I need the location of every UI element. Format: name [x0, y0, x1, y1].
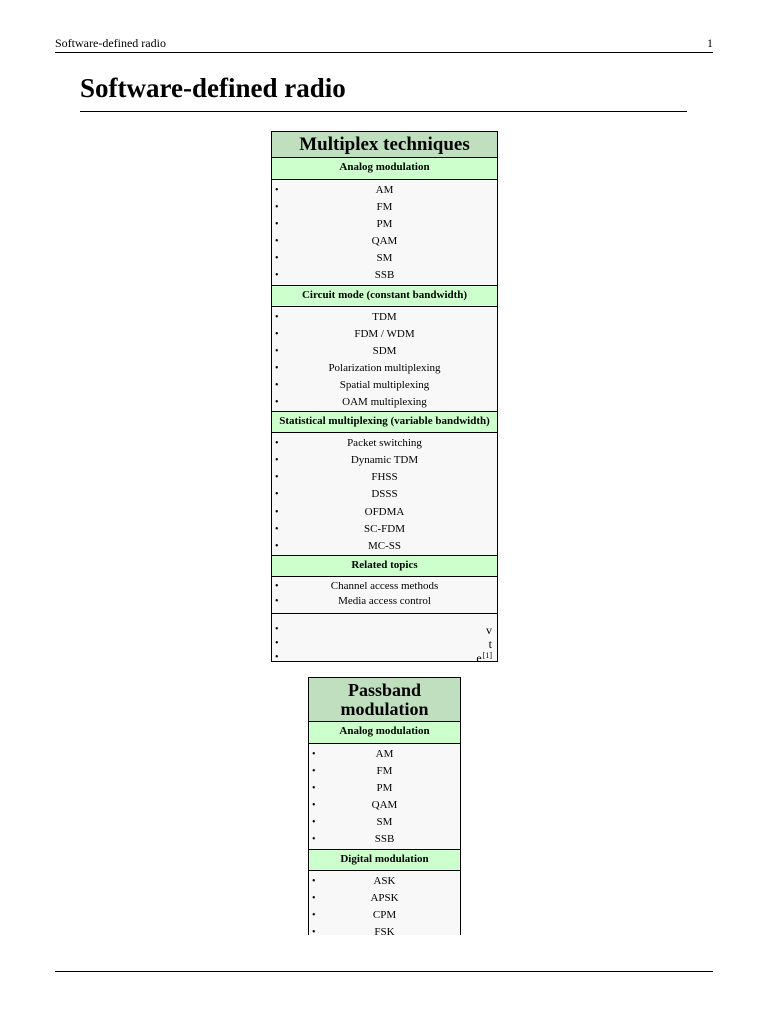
list-item[interactable]: • APSK [309, 890, 460, 907]
list-item[interactable]: • SC-FDM [272, 521, 497, 538]
list-item[interactable]: • DSSS [272, 486, 497, 503]
list-item[interactable]: • TDM [272, 309, 497, 326]
group-heading-digital-modulation[interactable]: Digital modulation [309, 849, 460, 871]
bullet: • [275, 623, 279, 635]
list-item[interactable]: • SSB [272, 267, 497, 284]
list-item[interactable]: • Polarization multiplexing [272, 360, 497, 377]
list-item[interactable]: • ASK [309, 873, 460, 890]
talk-link[interactable]: • t [275, 636, 492, 651]
footer-rule [55, 971, 713, 972]
navbox-title-line: modulation [340, 699, 429, 719]
list-item[interactable]: • FSK [309, 924, 460, 935]
bullet: • [275, 455, 279, 467]
multiplex-techniques-navbox [271, 131, 498, 662]
bullet: • [312, 909, 316, 921]
bullet: • [275, 580, 279, 592]
bullet: • [275, 523, 279, 535]
page-title: Software-defined radio [80, 72, 687, 112]
group-heading-circuit-mode[interactable]: Circuit mode (constant bandwidth) [272, 285, 497, 307]
running-header [55, 34, 713, 53]
bullet: • [275, 311, 279, 323]
bullet: • [275, 202, 279, 214]
bullet: • [312, 800, 316, 812]
circuit-mode-list [272, 307, 497, 412]
list-item[interactable]: • FM [272, 199, 497, 216]
bullet: • [275, 540, 279, 552]
bullet: • [275, 253, 279, 265]
list-item[interactable]: • QAM [309, 797, 460, 814]
bullet: • [312, 749, 316, 760]
analog-modulation-list [309, 744, 460, 849]
passband-modulation-navbox [308, 677, 461, 935]
list-item[interactable]: • Packet switching [272, 435, 497, 452]
bullet: • [275, 489, 279, 501]
list-item[interactable]: • SDM [272, 343, 497, 360]
list-item[interactable]: • OFDMA [272, 504, 497, 521]
list-item[interactable]: • PM [272, 216, 497, 233]
group-heading-related-topics[interactable]: Related topics [272, 555, 497, 577]
digital-modulation-list [309, 871, 460, 935]
list-item[interactable]: • CPM [309, 907, 460, 924]
bullet: • [275, 438, 279, 450]
related-topics-list [272, 577, 497, 610]
group-heading-statistical-multiplexing[interactable]: Statistical multiplexing (variable bandwidth) [272, 411, 497, 433]
vte-links [272, 613, 497, 662]
analog-modulation-list [272, 180, 497, 285]
bullet: • [275, 328, 279, 340]
list-item[interactable]: • Media access control [275, 595, 431, 608]
bullet: • [275, 651, 279, 662]
bullet: • [275, 637, 279, 649]
statistical-multiplexing-list [272, 433, 497, 555]
list-item[interactable]: • MC-SS [272, 538, 497, 555]
list-item[interactable]: • OAM multiplexing [272, 394, 497, 411]
bullet: • [275, 362, 279, 374]
page-number: 1 [707, 36, 713, 50]
list-item[interactable]: • FHSS [272, 469, 497, 486]
list-item[interactable]: • PM [309, 780, 460, 797]
list-item[interactable]: • FM [309, 763, 460, 780]
list-item[interactable]: • SSB [309, 831, 460, 848]
bullet: • [275, 472, 279, 484]
list-item[interactable]: • AM [272, 182, 497, 199]
view-link[interactable]: • v [275, 622, 492, 637]
bullet: • [275, 596, 279, 608]
running-title: Software-defined radio [55, 36, 166, 50]
bullet: • [275, 506, 279, 518]
bullet: • [312, 766, 316, 778]
navbox-title[interactable]: Multiplex techniques [272, 132, 497, 158]
list-item[interactable]: • AM [309, 746, 460, 763]
list-item[interactable]: • QAM [272, 233, 497, 250]
bullet: • [275, 270, 279, 282]
bullet: • [275, 236, 279, 248]
edit-link[interactable]: • e[1] [272, 651, 497, 662]
bullet: • [312, 875, 316, 887]
group-heading-analog-modulation[interactable]: Analog modulation [272, 158, 497, 180]
group-heading-analog-modulation[interactable]: Analog modulation [309, 722, 460, 744]
bullet: • [275, 379, 279, 391]
list-item[interactable]: • SM [309, 814, 460, 831]
bullet: • [312, 892, 316, 904]
bullet: • [275, 345, 279, 357]
reference-marker[interactable]: [1] [482, 650, 492, 660]
list-item[interactable]: • FDM / WDM [272, 326, 497, 343]
list-item[interactable]: • Dynamic TDM [272, 452, 497, 469]
bullet: • [275, 397, 279, 409]
bullet: • [275, 185, 279, 196]
list-item[interactable]: • SM [272, 250, 497, 267]
bullet: • [312, 926, 316, 935]
list-item[interactable]: • Channel access methods [275, 579, 439, 592]
bullet: • [275, 219, 279, 231]
navbox-title[interactable] [309, 678, 460, 722]
navbox-title-line: Passband [347, 680, 422, 700]
list-item[interactable]: • Spatial multiplexing [272, 377, 497, 394]
bullet: • [312, 834, 316, 846]
bullet: • [312, 783, 316, 795]
bullet: • [312, 817, 316, 829]
